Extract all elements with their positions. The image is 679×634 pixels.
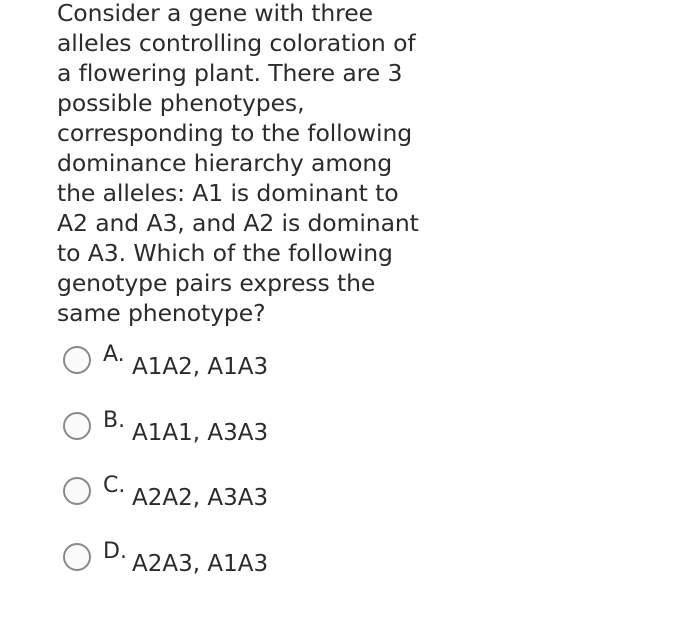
radio-button-d[interactable]	[63, 543, 91, 571]
option-letter-d: D.	[103, 539, 127, 564]
option-letter-a: A.	[103, 342, 125, 367]
option-text-c: A2A2, A3A3	[132, 485, 269, 511]
option-letter-c: C.	[103, 473, 126, 498]
option-text-a: A1A2, A1A3	[132, 354, 269, 380]
question-text: Consider a gene with three alleles controlling coloration of a flowering plant. There are 3 possible phenotypes, corresponding to the following dominance hierarchy among the alleles: A1 is dominant to A2 and A3, and A2 is dominant to A3. Which of the following genotype pairs express the same phenotype?	[57, 0, 419, 327]
radio-button-c[interactable]	[63, 477, 91, 505]
radio-button-a[interactable]	[63, 346, 91, 374]
radio-button-b[interactable]	[63, 412, 91, 440]
option-a[interactable]	[62, 341, 362, 381]
option-b[interactable]	[62, 407, 362, 447]
option-letter-b: B.	[103, 408, 126, 433]
option-c[interactable]	[62, 472, 362, 512]
option-d[interactable]	[62, 538, 362, 578]
option-text-d: A2A3, A1A3	[132, 551, 269, 577]
option-text-b: A1A1, A3A3	[132, 420, 269, 446]
